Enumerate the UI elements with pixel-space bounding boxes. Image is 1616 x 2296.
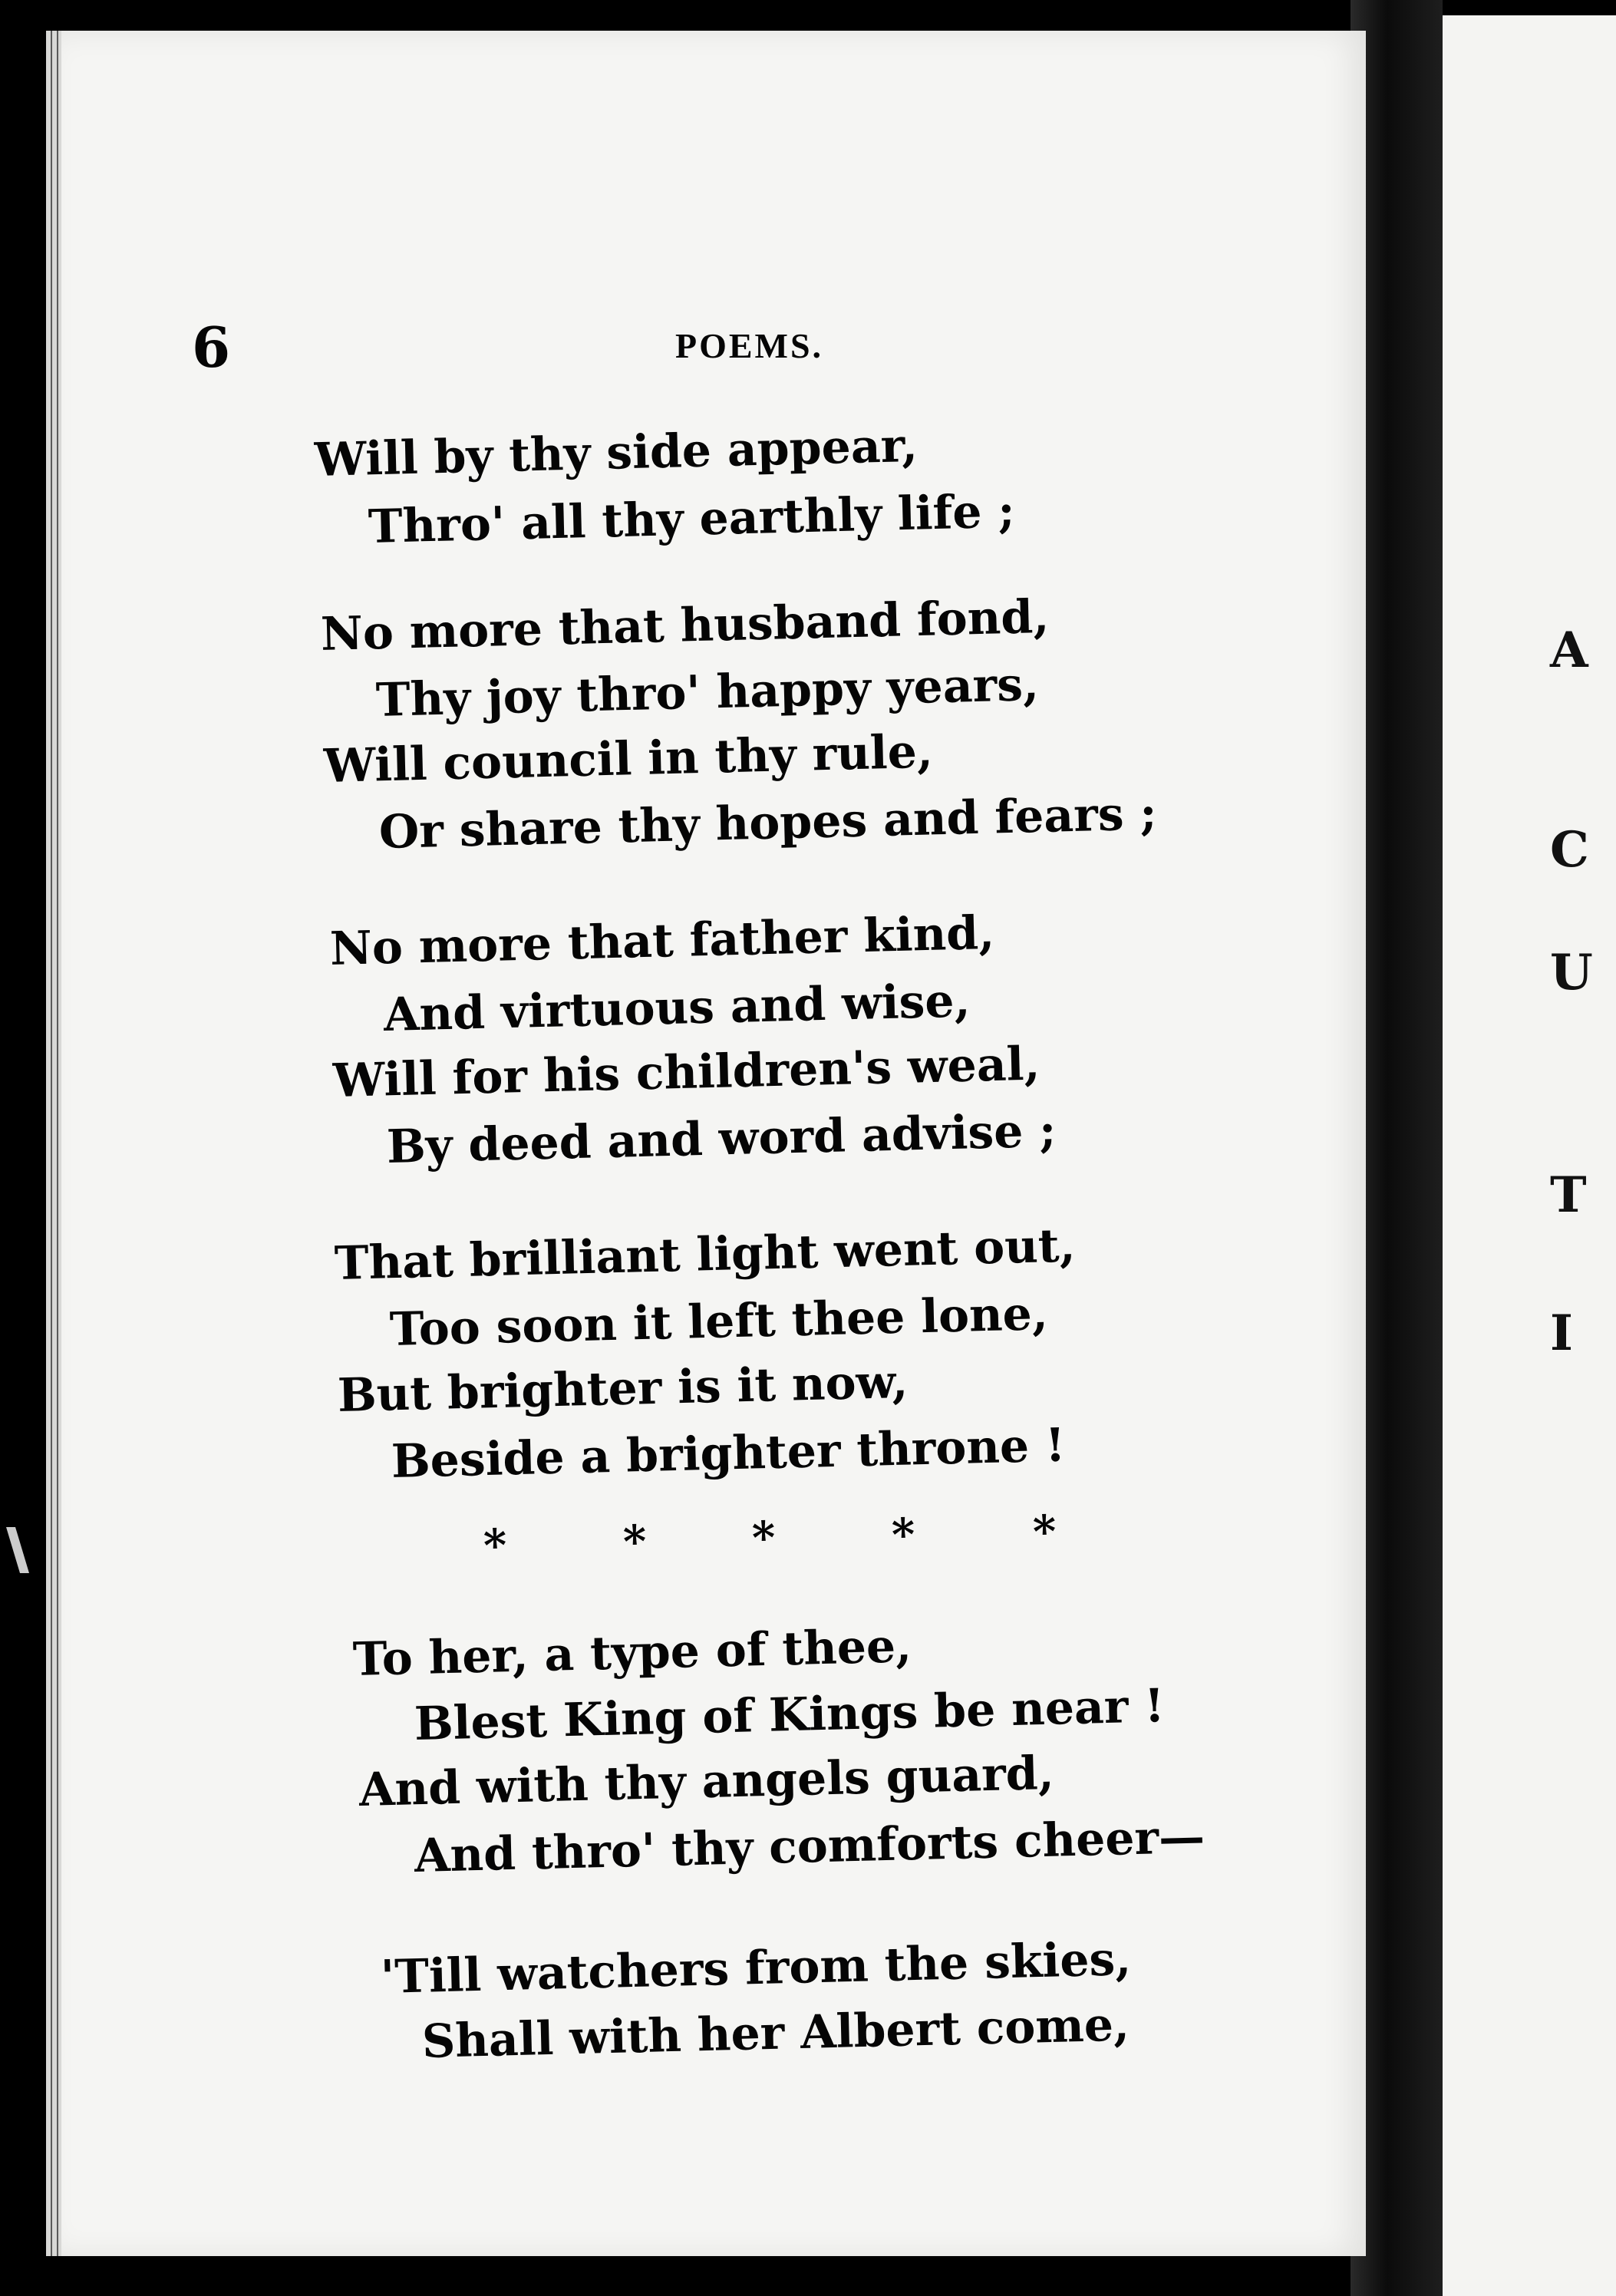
poem-line: Shall with her Albert come,	[421, 1997, 1130, 2069]
poem-line: To her, a type of thee,	[352, 1619, 912, 1687]
page-header	[61, 315, 1366, 407]
poem-line: Blest King of Kings be near !	[414, 1679, 1166, 1751]
asterism-star: *	[483, 1519, 508, 1572]
adjacent-page-letter: A	[1550, 622, 1588, 679]
poem-line: Beside a brighter throne !	[391, 1418, 1067, 1489]
adjacent-page-letter: I	[1550, 1305, 1573, 1362]
poem-line: By deed and word advise ;	[386, 1103, 1057, 1174]
poem-line: And thro' thy comforts cheer—	[414, 1809, 1205, 1883]
poem-line: Thy joy thro' happy years,	[375, 657, 1040, 727]
asterism-star: *	[1032, 1505, 1057, 1559]
poem-line: And virtuous and wise,	[383, 974, 971, 1042]
poem-line: Will for his children's weal,	[332, 1037, 1041, 1108]
page-number: 6	[192, 315, 231, 380]
running-head: POEMS.	[675, 326, 824, 365]
poem-line: And with thy angels guard,	[358, 1746, 1055, 1817]
poem-line: No more that father kind,	[329, 906, 995, 976]
poem-line: 'Till watchers from the skies,	[380, 1932, 1132, 2004]
poem-line: But brighter is it now,	[337, 1354, 909, 1423]
poem-line: Will council in thy rule,	[323, 724, 934, 793]
poem-line: Too soon it left thee lone,	[389, 1287, 1049, 1357]
poem-line: Thro' all thy earthly life ;	[368, 484, 1016, 554]
poem-line: That brilliant light went out,	[334, 1219, 1077, 1291]
poem-line: Or share thy hopes and fears ;	[378, 787, 1158, 859]
asterism-star: *	[622, 1515, 648, 1569]
adjacent-page-letter: T	[1550, 1166, 1587, 1224]
poem-line: Will by thy side appear,	[314, 418, 918, 487]
poem-line: No more that husband fond,	[320, 589, 1050, 661]
asterism-star: *	[751, 1511, 777, 1565]
adjacent-page-letter: C	[1550, 821, 1589, 879]
edge-scratch	[6, 1527, 29, 1573]
adjacent-page-letter: U	[1550, 944, 1593, 1001]
asterism-star: *	[891, 1508, 916, 1562]
book-page	[61, 31, 1366, 2256]
